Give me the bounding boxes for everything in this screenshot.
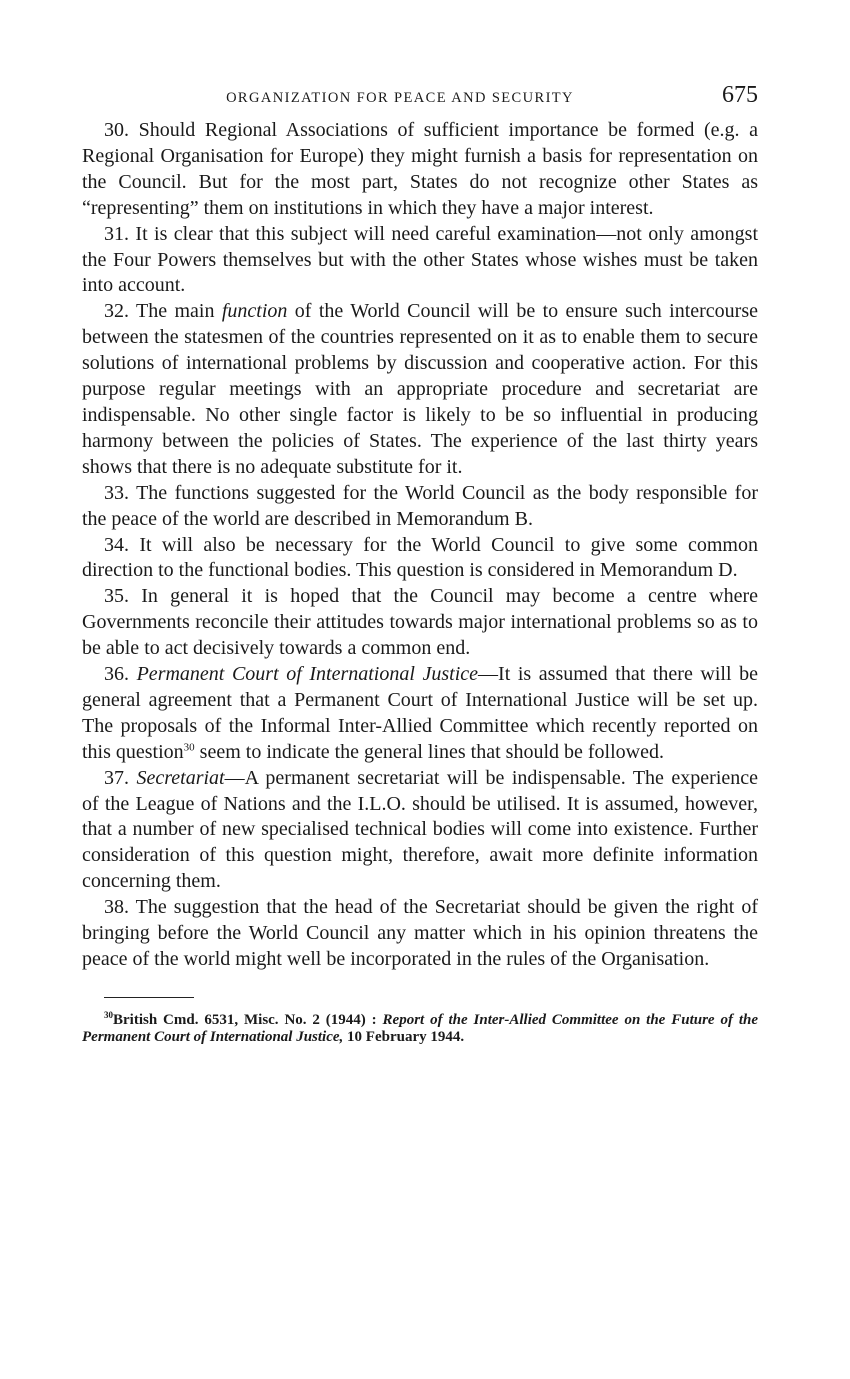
paragraph-32 <box>82 299 758 480</box>
page-number: 675 <box>722 82 758 108</box>
paragraph-37 <box>82 766 758 896</box>
footnote-text-before: British Cmd. 6531, Misc. No. 2 (1944) : <box>113 1011 383 1028</box>
paragraph-32-emphasis: function <box>221 300 288 323</box>
paragraph-32-lead: 32. The main <box>104 300 222 323</box>
paragraph-34: 34. It will also be necessary for the World Council to give some common direction to the functional bodies. This question is considered in Memorandum D. <box>82 533 758 582</box>
running-title: ORGANIZATION FOR PEACE AND SECURITY <box>226 90 574 106</box>
paragraph-30: 30. Should Regional Associations of sufficient importance be formed (e.g. a Regional Organisation for Europe) they might furnish a basis for representation on the Council. But for the most part, States do not recognize other States as “representing” them on institutions in which they have a major interest. <box>82 119 758 219</box>
paragraph-31: 31. It is clear that this subject will need careful examination—not only amongst the Four Powers themselves but with the other States whose wishes must be taken into account. <box>82 222 758 297</box>
paragraph-32-body: of the World Council will be to ensure such intercourse between the statesmen of the countries represented on it as to enable them to secure solutions of international problems by discussion and cooperative action. For this purpose regular meetings with an appropriate procedure and secretariat are indispensable. No other single factor is likely to be so influential in producing harmony between the policies of States. The experience of the last thirty years shows that there is no adequate substitute for it. <box>82 300 758 478</box>
paragraph-36-end: seem to indicate the general lines that should be followed. <box>194 740 664 763</box>
footnote-text-after: 10 February 1944. <box>343 1029 465 1046</box>
footnote-divider <box>104 997 194 998</box>
paragraph-37-heading: Secretariat <box>136 766 225 789</box>
paragraph-38: 38. The suggestion that the head of the Secretariat should be given the right of bringing before the World Council any matter which in his opinion threatens the peace of the world might well be incorporated in the rules of the Organisation. <box>82 896 758 970</box>
document-page <box>82 82 758 1047</box>
footnote-reference-30[interactable]: 30 <box>183 741 195 754</box>
footnote-30 <box>82 1009 759 1047</box>
footnote-title: Report of the Inter-Allied Committee on the Future of the Permanent Court of International Justice, <box>82 1011 759 1046</box>
paragraph-35: 35. In general it is hoped that the Council may become a centre where Governments reconcile their attitudes towards major international problems so as to be able to act decisively towards a common end. <box>82 585 758 660</box>
paragraph-37-body: —A permanent secretariat will be indispensable. The experience of the League of Nations and the I.L.O. should be utilised. It is assumed, however, that a number of new specialised technical bodies will come into existence. Further consideration of this question might, therefore, await more definite information concerning them. <box>82 766 759 893</box>
paragraph-36 <box>82 662 758 766</box>
paragraph-37-number: 37. <box>104 766 137 789</box>
paragraph-36-heading: Permanent Court of International Justice <box>136 663 479 686</box>
running-header <box>82 82 758 118</box>
paragraph-33: 33. The functions suggested for the World Council as the body responsible for the peace of the world are described in Memorandum B. <box>82 481 758 530</box>
paragraph-36-number: 36. <box>104 663 137 686</box>
body-text <box>82 118 758 973</box>
paragraph-36-body: —It is assumed that there will be general agreement that a Permanent Court of International Justice will be set up. The proposals of the Informal Inter-Allied Committee which recently reported on this question <box>82 663 758 763</box>
footnote-marker: 30 <box>104 1009 113 1020</box>
